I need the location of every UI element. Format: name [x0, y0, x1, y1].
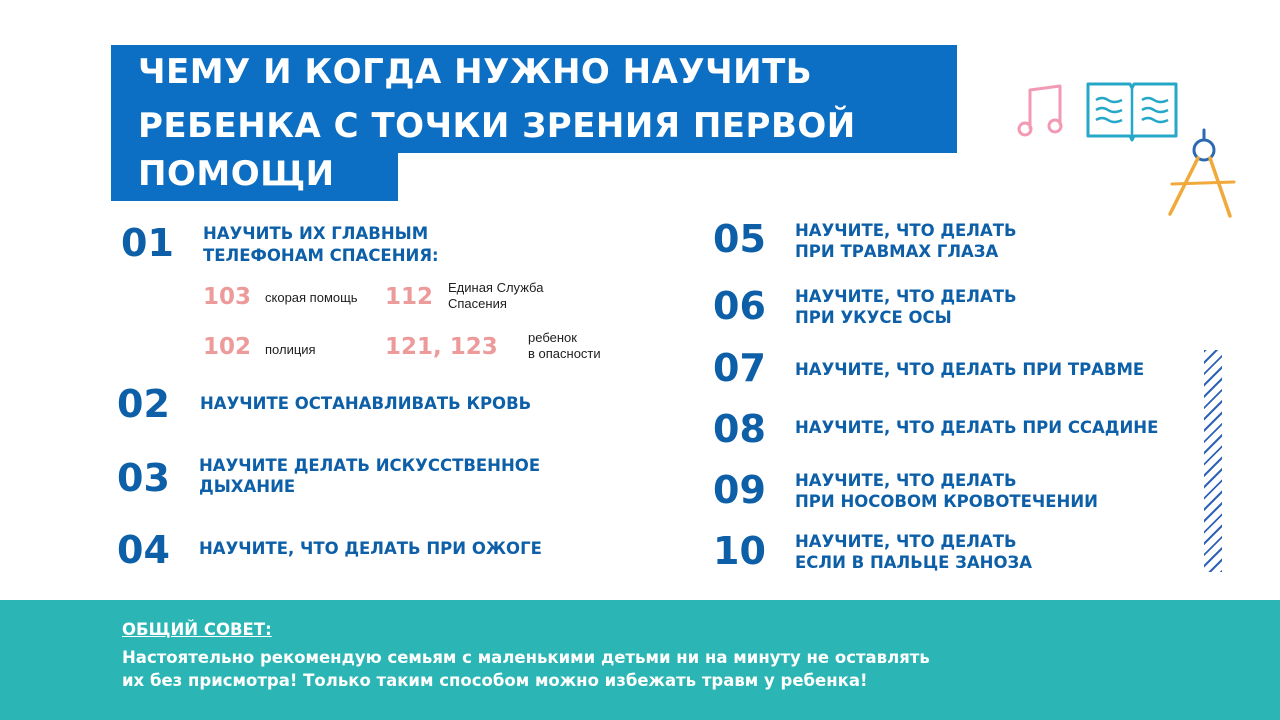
item-number-03: 03 — [117, 456, 170, 500]
item-text-10-line-2: ЕСЛИ В ПАЛЬЦЕ ЗАНОЗА — [795, 553, 1032, 572]
phone-number-103: 103 — [203, 284, 252, 310]
item-number-04: 04 — [117, 528, 170, 572]
item-text-09-line-2: ПРИ НОСОВОМ КРОВОТЕЧЕНИИ — [795, 492, 1098, 511]
title-line-3: ПОМОЩИ — [111, 147, 398, 201]
item-number-09: 09 — [713, 468, 766, 512]
music-note-icon — [1014, 80, 1070, 142]
general-tip-text-line-2: их без присмотра! Только таким способом можно избежать травм у ребенка! — [122, 671, 868, 690]
phone-desc-121-line-1: ребенок — [528, 330, 577, 345]
item-text-05-line-2: ПРИ ТРАВМАХ ГЛАЗА — [795, 242, 999, 261]
phone-desc-112-line-2: Спасения — [448, 296, 507, 311]
item-number-01: 01 — [121, 221, 174, 265]
phone-number-112: 112 — [385, 284, 434, 310]
phone-desc-121-line-2: в опасности — [528, 346, 601, 361]
item-number-05: 05 — [713, 217, 766, 261]
general-tip-text-line-1: Настоятельно рекомендую семьям с маленькими детьми ни на минуту не оставлять — [122, 648, 930, 667]
item-text-10-line-1: НАУЧИТЕ, ЧТО ДЕЛАТЬ — [795, 532, 1017, 551]
item-text-08: НАУЧИТЕ, ЧТО ДЕЛАТЬ ПРИ ССАДИНЕ — [795, 418, 1159, 437]
phone-desc-103: скорая помощь — [265, 290, 358, 305]
item-text-07: НАУЧИТЕ, ЧТО ДЕЛАТЬ ПРИ ТРАВМЕ — [795, 360, 1145, 379]
item-number-02: 02 — [117, 382, 170, 426]
item-text-06-line-1: НАУЧИТЕ, ЧТО ДЕЛАТЬ — [795, 287, 1017, 306]
title-line-1: ЧЕМУ И КОГДА НУЖНО НАУЧИТЬ — [111, 45, 957, 99]
item-text-05-line-1: НАУЧИТЕ, ЧТО ДЕЛАТЬ — [795, 221, 1017, 240]
item-number-06: 06 — [713, 284, 766, 328]
decorative-stripes — [1204, 350, 1222, 572]
item-text-03-line-1: НАУЧИТЕ ДЕЛАТЬ ИСКУССТВЕННОЕ — [199, 456, 541, 475]
phone-desc-112-line-1: Единая Служба — [448, 280, 544, 295]
phone-number-121-123: 121, 123 — [385, 334, 498, 360]
item-text-04: НАУЧИТЕ, ЧТО ДЕЛАТЬ ПРИ ОЖОГЕ — [199, 539, 542, 558]
item-text-03-line-2: ДЫХАНИЕ — [199, 477, 296, 496]
phone-number-102: 102 — [203, 334, 252, 360]
item-number-08: 08 — [713, 407, 766, 451]
item-text-01-line-1: НАУЧИТЬ ИХ ГЛАВНЫМ — [203, 224, 429, 243]
item-text-02: НАУЧИТЕ ОСТАНАВЛИВАТЬ КРОВЬ — [200, 394, 532, 413]
item-text-01-line-2: ТЕЛЕФОНАМ СПАСЕНИЯ: — [203, 246, 439, 265]
item-number-07: 07 — [713, 346, 766, 390]
phone-desc-102: полиция — [265, 342, 316, 357]
compass-icon — [1164, 128, 1238, 222]
title-line-2: РЕБЕНКА С ТОЧКИ ЗРЕНИЯ ПЕРВОЙ — [111, 99, 957, 153]
general-tip-title: ОБЩИЙ СОВЕТ: — [122, 620, 272, 639]
item-text-06-line-2: ПРИ УКУСЕ ОСЫ — [795, 308, 952, 327]
item-text-09-line-1: НАУЧИТЕ, ЧТО ДЕЛАТЬ — [795, 471, 1017, 490]
item-number-10: 10 — [713, 529, 766, 573]
